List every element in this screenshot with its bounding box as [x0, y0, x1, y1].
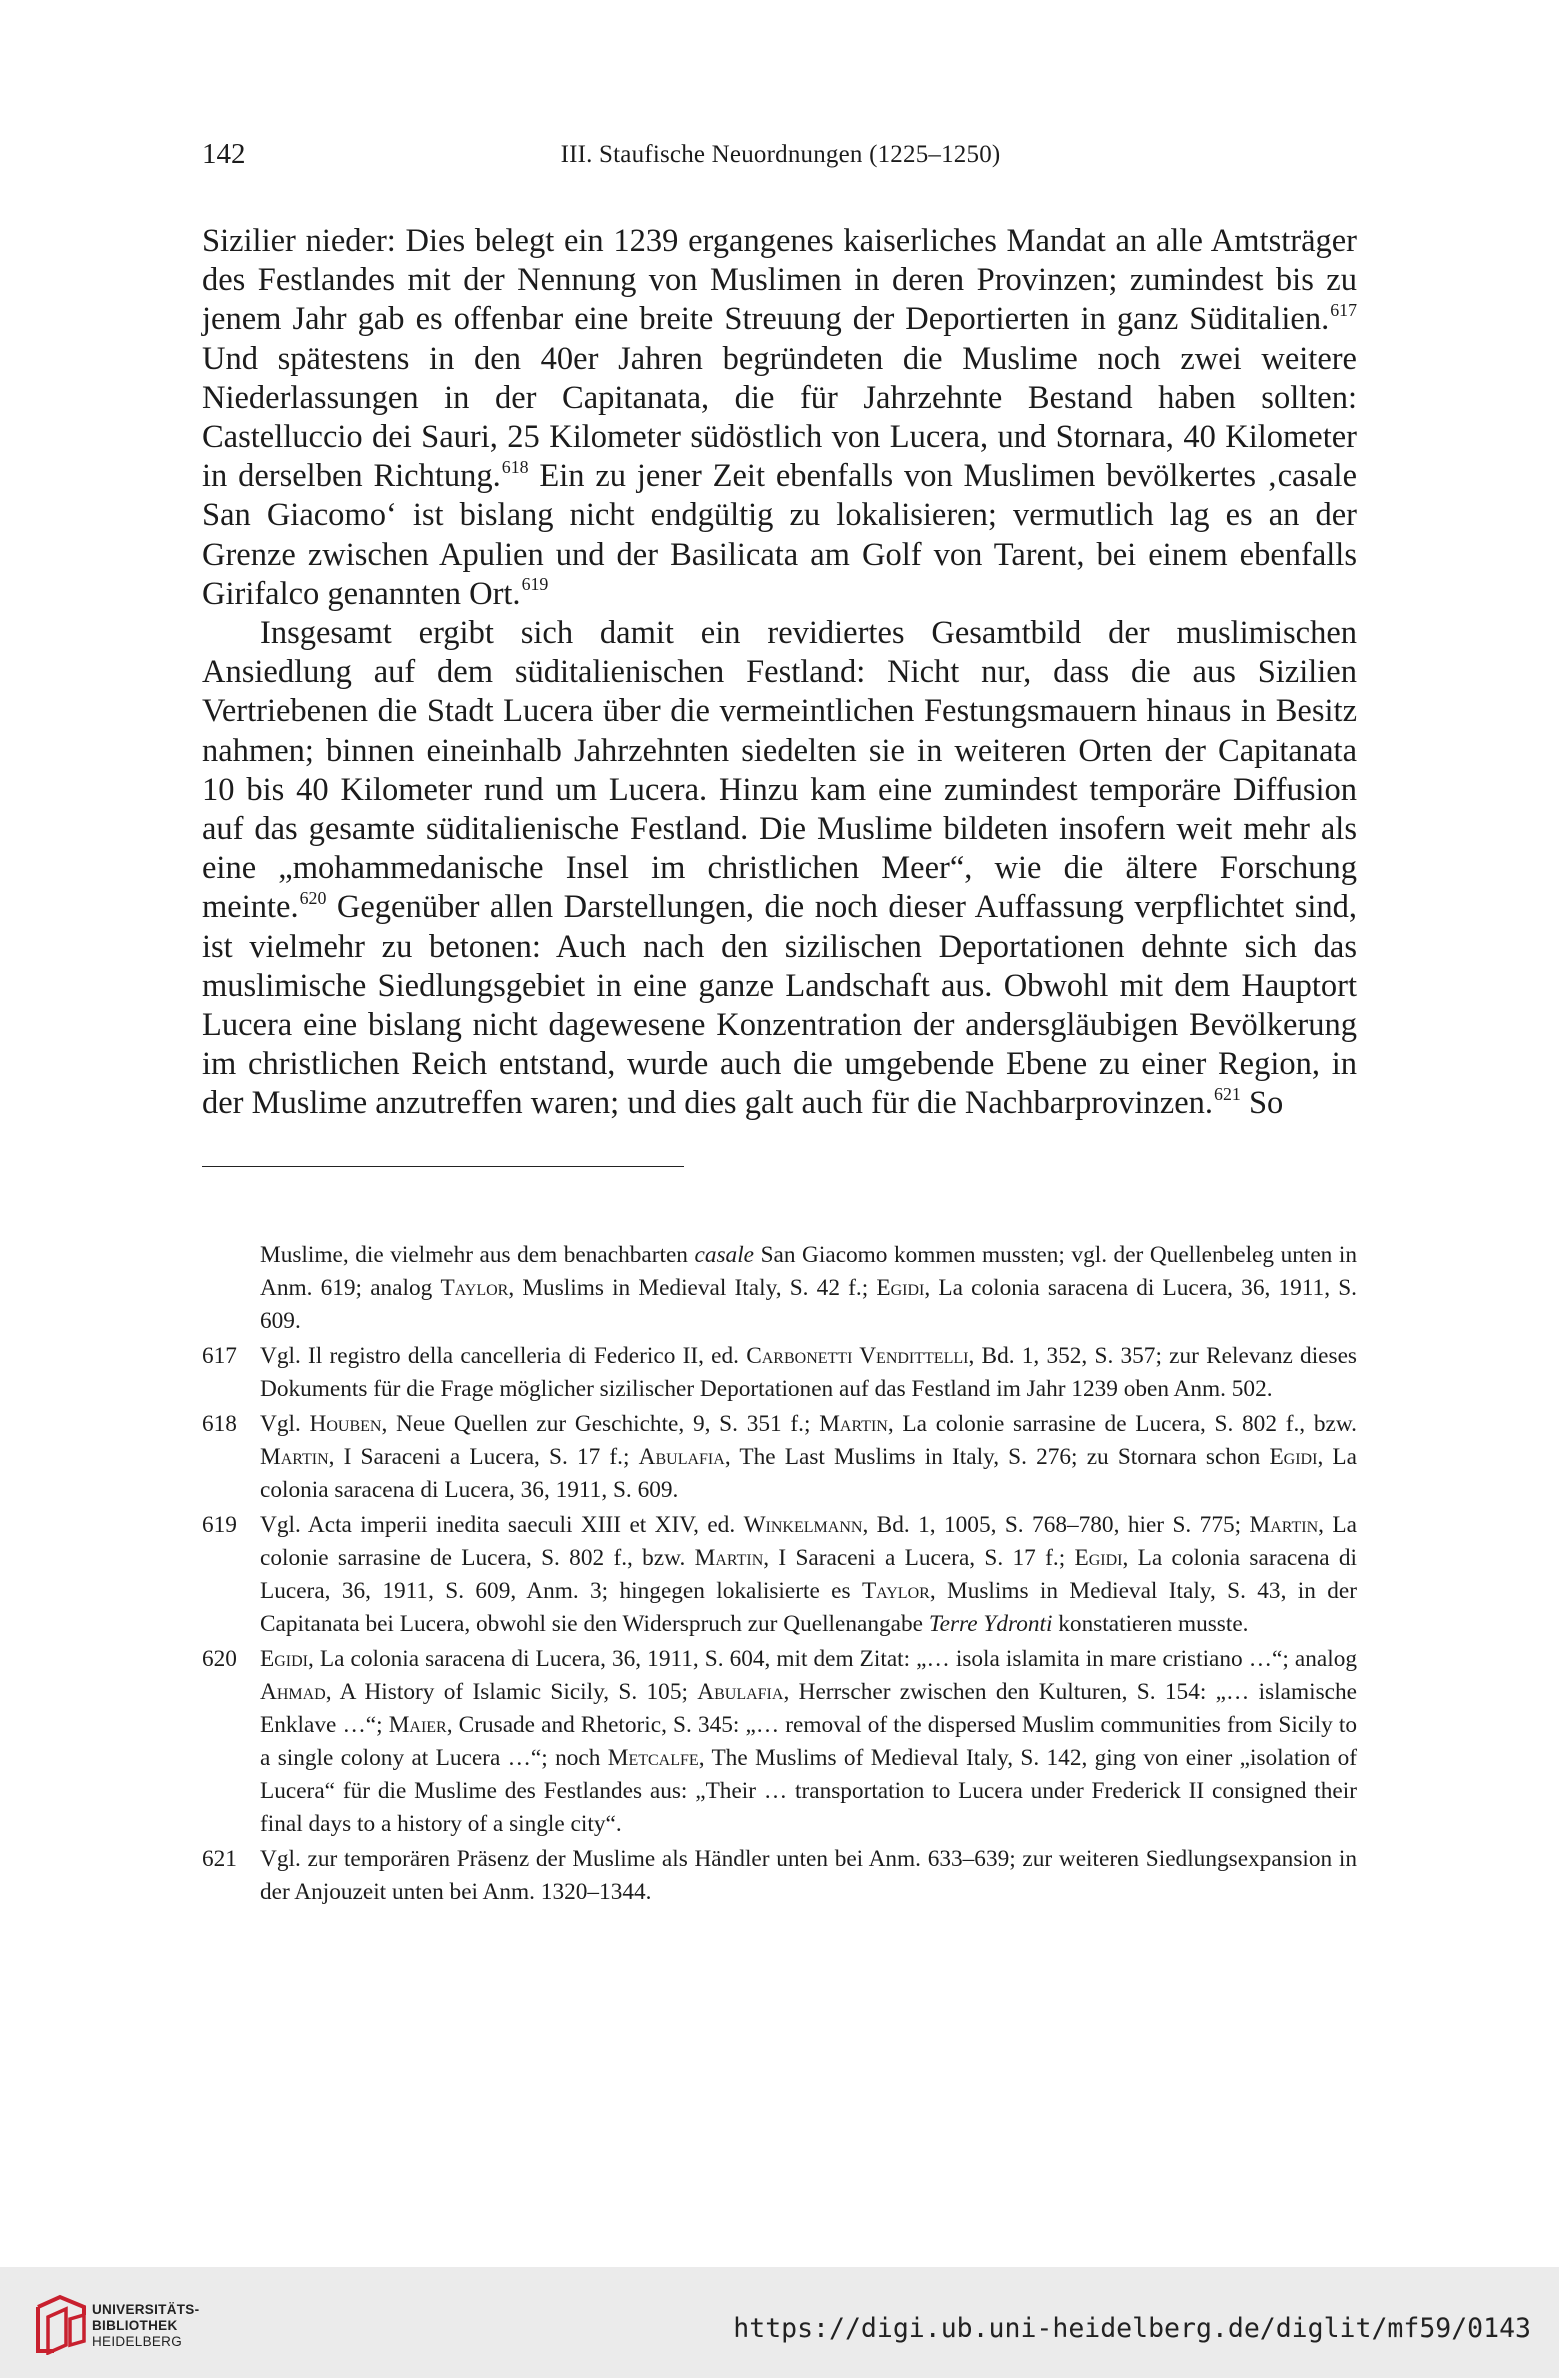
- footnote-divider: [202, 1166, 684, 1167]
- footnote-620: 620 Egidi, La colonia saracena di Lucera, 36, 1911, S. 604, mit dem Zitat: „… isola islamita in mare cristiano …“; analog Ahmad, A History of Islamic Sicily, S. 105; Abulafia, Herrscher zwischen den Kulturen, S. 154: „… islamische Enklave …“; Maier, Crusade and Rhetoric, S. 345: „… removal of the dispersed Muslim communities from Sicily to a single colony at Lucera …“; noch Metcalfe, The Muslims of Medieval Italy, S. 142, ging von einer „isolation of Lucera“ für die Muslime des Festlandes aus: „Their … transportation to Lucera under Frederick II consigned their final days to a history of a single city“.: [202, 1643, 1357, 1841]
- footnote-continuation: Muslime, die vielmehr aus dem benachbarten casale San Giacomo kommen mussten; vgl. der Quellenbeleg unten in Anm. 619; analog Taylor, Muslims in Medieval Italy, S. 42 f.; Egidi, La colonia saracena di Lucera, 36, 1911, S. 609.: [260, 1242, 1357, 1334]
- paragraph-2: Insgesamt ergibt sich damit ein revidiertes Gesamtbild der muslimischen Ansiedlung auf dem süditalienischen Festland: Nicht nur, dass die aus Sizilien Vertriebenen die Stadt Lucera über die vermeintlichen Festungsmauern hinaus in Besitz nahmen; binnen eineinhalb Jahrzehnten siedelten sie in weiteren Orten der Capitanata 10 bis 40 Kilometer rund um Lucera. Hinzu kam eine zumindest temporäre Diffusion auf das gesamte süditalienische Festland. Die Muslime bildeten insofern weit mehr als eine „mohammedanische Insel im christlichen Meer“, wie die ältere Forschung meinte.$^{620}$ Gegenüber allen Darstellungen, die noch dieser Auffassung verpflichtet sind, ist vielmehr zu betonen: Auch nach den sizilischen Deportationen dehnte sich das muslimische Siedlungsgebiet in eine ganze Landschaft aus. Obwohl mit dem Hauptort Lucera eine bislang nicht dagewesene Konzentration der andersgläubigen Bevölkerung im christlichen Reich entstand, wurde auch die umgebende Ebene zu einer Region, in der Muslime anzutreffen waren; und dies galt auch für die Nachbarprovinzen.$^{621}$ So: [202, 615, 1357, 1122]
- footnote-619: 619 Vgl. Acta imperii inedita saeculi XIII et XIV, ed. Winkelmann, Bd. 1, 1005, S. 768–780, hier S. 775; Martin, La colonie sarrasine de Lucera, S. 802 f., bzw. Martin, I Saraceni a Lucera, S. 17 f.; Egidi, La colonia saracena di Lucera, 36, 1911, S. 609, Anm. 3; hingegen lokalisierte es Taylor, Muslims in Medieval Italy, S. 43, in der Capitanata bei Lucera, obwohl sie den Widerspruch zur Quellenangabe Terre Ydronti konstatieren musste.: [202, 1509, 1357, 1641]
- footnote-618: 618 Vgl. Houben, Neue Quellen zur Geschichte, 9, S. 351 f.; Martin, La colonie sarrasine de Lucera, S. 802 f., bzw. Martin, I Saraceni a Lucera, S. 17 f.; Abulafia, The Last Muslims in Italy, S. 276; zu Stornara schon Egidi, La colonia saracena di Lucera, 36, 1911, S. 609.: [202, 1408, 1357, 1507]
- running-head: III. Staufische Neuordnungen (1225–1250): [560, 141, 1001, 168]
- footnote-ref-620[interactable]: 620: [299, 888, 327, 909]
- footnote-ref-617[interactable]: 617: [1330, 300, 1357, 320]
- page-number: 142: [202, 138, 246, 170]
- footnote-ref-619[interactable]: 619: [521, 574, 549, 595]
- page-header: [202, 138, 1359, 178]
- footnote-ref-618[interactable]: 618: [501, 456, 529, 477]
- footnote-617: 617 Vgl. Il registro della cancelleria di Federico II, ed. Carbonetti Vendittelli, Bd. 1, 352, S. 357; zur Relevanz dieses Dokuments für die Frage möglicher sizilischer Deportationen auf das Festland im Jahr 1239 oben Anm. 502.: [202, 1340, 1357, 1406]
- library-logo-icon[interactable]: [30, 2293, 92, 2355]
- footnote-number: 619: [202, 1512, 237, 1538]
- footnote-number: 620: [202, 1646, 237, 1672]
- permalink-url[interactable]: https://digi.ub.uni-heidelberg.de/diglit/mf59/0143: [733, 2313, 1531, 2344]
- footnote-number: 617: [202, 1343, 237, 1369]
- library-logo-text[interactable]: UNIVERSITÄTS- BIBLIOTHEK HEIDELBERG: [92, 2302, 200, 2349]
- paragraph-1: Sizilier nieder: Dies belegt ein 1239 ergangenes kaiserliches Mandat an alle Amtsträger des Festlandes mit der Nennung von Muslimen in deren Provinzen; zumindest bis zu jenem Jahr gab es offenbar eine breite Streuung der Deportierten in ganz Süditalien.$^{617}$ Und spätestens in den 40er Jahren begründeten die Muslime noch zwei weitere Niederlassungen in der Capitanata, die für Jahrzehnte Bestand haben sollten: Castelluccio dei Sauri, 25 Kilometer südöstlich von Lucera, und Stornara, 40 Kilometer in derselben Richtung.$^{618}$ Ein zu jener Zeit ebenfalls von Muslimen bevölkertes ‚casale San Giacomo‘ ist bislang nicht endgültig zu lokalisieren; vermutlich lag es an der Grenze zwischen Apulien und der Basilicata am Golf von Tarent, bei einem ebenfalls Girifalco genannten Ort.$^{619}$: [202, 223, 1358, 612]
- footnote-number: 618: [202, 1411, 237, 1437]
- main-text: [202, 222, 1357, 1124]
- footnote-ref-621[interactable]: 621: [1214, 1084, 1241, 1105]
- footnote-number: 621: [202, 1846, 237, 1872]
- footnotes: [202, 1239, 1357, 1909]
- footnote-621: 621 Vgl. zur temporären Präsenz der Muslime als Händler unten bei Anm. 633–639; zur weiteren Siedlungsexpansion in der Anjouzeit unten bei Anm. 1320–1344.: [202, 1843, 1357, 1909]
